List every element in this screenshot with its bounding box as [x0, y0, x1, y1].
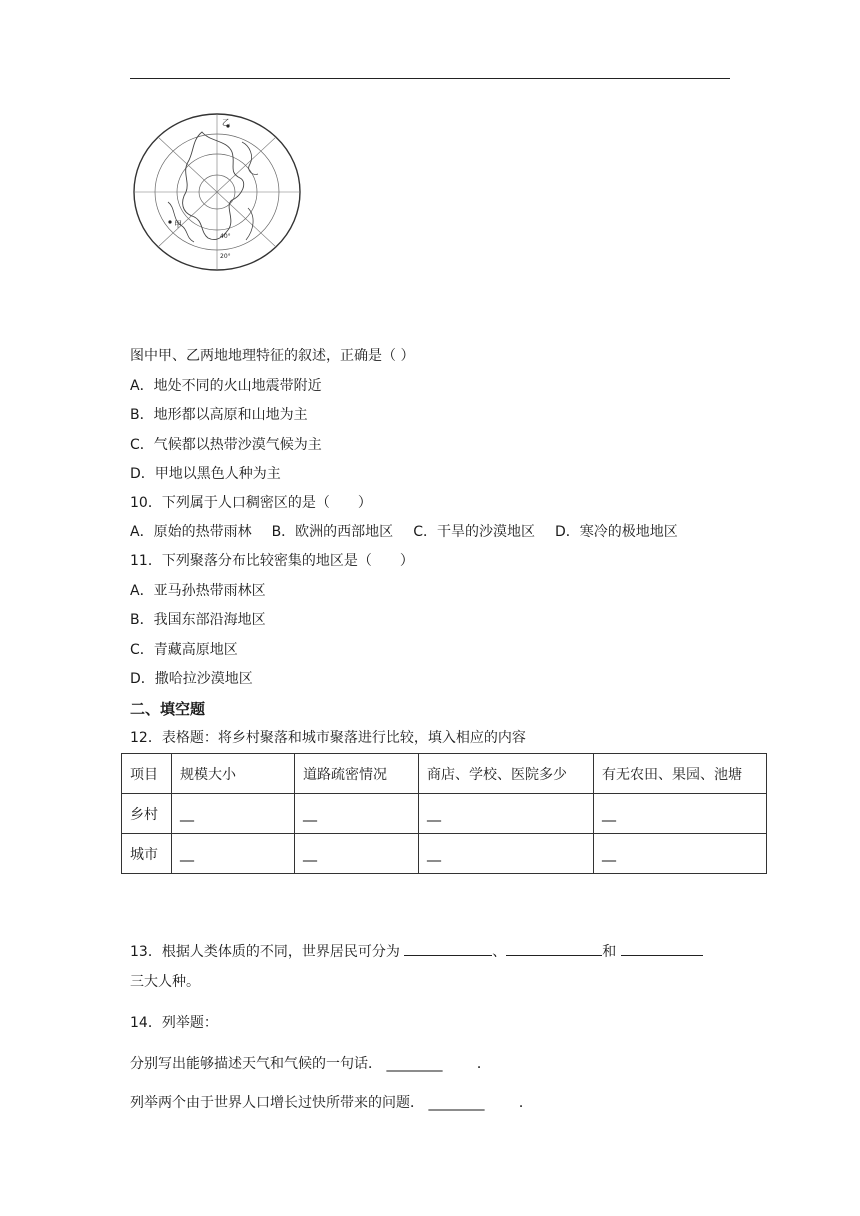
q9-option-b: B．地形都以高原和山地为主	[130, 407, 308, 423]
table-cell[interactable]: __	[295, 834, 419, 874]
table-header-cell: 项目	[122, 754, 172, 794]
answer-blank[interactable]	[506, 941, 602, 956]
q11-option-d: D．撒哈拉沙漠地区	[130, 671, 253, 687]
q14-item2-text: 列举两个由于世界人口增长过快所带来的问题．	[130, 1095, 424, 1111]
table-cell[interactable]: __	[172, 794, 295, 834]
map-label-jia: 甲	[174, 220, 182, 229]
q13-sep1: 、	[492, 944, 507, 960]
q14-stem: 14．列举题：	[130, 1015, 218, 1031]
table-cell[interactable]: __	[295, 794, 419, 834]
answer-blank[interactable]: ________	[428, 1095, 485, 1111]
q10-option-d: D．寒冷的极地地区	[554, 524, 678, 540]
q13-text: 13．根据人类体质的不同，世界居民可分为	[130, 944, 400, 960]
table-cell: 乡村	[122, 794, 172, 834]
q11-option-a: A．亚马孙热带雨林区	[130, 583, 266, 599]
table-header-cell: 规模大小	[172, 754, 295, 794]
q14-item1	[130, 1054, 491, 1074]
map-label-20: 20°	[220, 253, 231, 260]
q13-line2: 三大人种。	[130, 974, 200, 990]
table-cell[interactable]: __	[419, 794, 594, 834]
q10-option-a: A．原始的热带雨林	[130, 524, 252, 540]
table-cell[interactable]: __	[419, 834, 594, 874]
q9-option-d: D．甲地以黑色人种为主	[130, 466, 281, 482]
map-label-yi: 乙	[222, 118, 230, 127]
q9-option-c: C．气候都以热带沙漠气候为主	[130, 437, 322, 453]
q11-stem: 11．下列聚落分布比较密集的地区是（ ）	[130, 553, 414, 569]
q13-sep2: 和	[602, 944, 617, 960]
q10-option-b: B．欧洲的西部地区	[271, 524, 394, 540]
q9-stem: 图中甲、乙两地地理特征的叙述，正确是（ ）	[130, 348, 415, 364]
table-cell[interactable]: __	[594, 794, 767, 834]
q9-option-a: A．地处不同的火山地震带附近	[130, 378, 322, 394]
q10-option-c: C．干旱的沙漠地区	[413, 524, 535, 540]
polar-projection-map	[132, 112, 302, 272]
q12-stem: 12．表格题：将乡村聚落和城市聚落进行比较，填入相应的内容	[130, 730, 526, 746]
q14-item2	[130, 1093, 533, 1113]
q11-option-c: C．青藏高原地区	[130, 642, 238, 658]
table-row	[122, 794, 767, 834]
q14-end: ．	[476, 1056, 491, 1072]
table-header-cell: 有无农田、果园、池塘	[594, 754, 767, 794]
table-header-cell: 道路疏密情况	[295, 754, 419, 794]
table-cell: 城市	[122, 834, 172, 874]
answer-blank[interactable]	[404, 941, 492, 956]
answer-blank[interactable]	[621, 941, 703, 956]
q10-stem: 10．下列属于人口稠密区的是（ ）	[130, 495, 372, 511]
table-header-row	[122, 754, 767, 794]
q14-item1-text: 分别写出能够描述天气和气候的一句话．	[130, 1056, 382, 1072]
answer-blank[interactable]: ________	[386, 1056, 443, 1072]
table-header-cell: 商店、学校、医院多少	[419, 754, 594, 794]
table-cell[interactable]: __	[172, 834, 295, 874]
q13-line1	[130, 941, 703, 962]
table-row	[122, 834, 767, 874]
q10-options	[130, 522, 730, 542]
q14-end: ．	[518, 1095, 533, 1111]
q11-option-b: B．我国东部沿海地区	[130, 612, 266, 628]
section-heading: 二、填空题	[130, 700, 206, 718]
header-rule	[130, 78, 730, 79]
table-cell[interactable]: __	[594, 834, 767, 874]
map-label-40: 40°	[220, 233, 231, 240]
comparison-table	[121, 753, 767, 874]
